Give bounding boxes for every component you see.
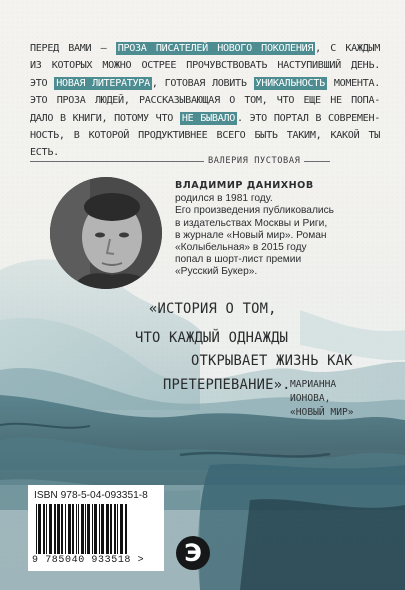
barcode-bar	[101, 504, 104, 554]
highlight-new-literature: НОВАЯ ЛИТЕРАТУРА	[56, 77, 150, 89]
barcode-bar	[38, 504, 41, 554]
bio-line: «Русский Букер».	[175, 266, 258, 278]
blurb-line-5: ДАЛО В КНИГИ, ПОТОМУ ЧТО НЕ БЫВАЛО . ЭТО ПОРТАЛ В СОВРЕМЕН-	[30, 112, 380, 124]
blurb-line-4: ЭТО ПРОЗА ЛЮДЕЙ, РАССКАЗЫВАЮЩАЯ О ТОМ, ЧТО ЕЩЕ НЕ ПОПА-	[30, 95, 380, 107]
attribution-line: «НОВЫЙ МИР»	[290, 407, 354, 418]
barcode-bar	[65, 504, 66, 554]
barcode-bar	[36, 504, 37, 554]
review-blurb	[30, 40, 380, 162]
bio-line: родился в 1981 году.	[175, 193, 273, 205]
author-bio	[175, 180, 390, 279]
barcode-bar	[120, 504, 123, 554]
isbn-barcode	[28, 485, 164, 571]
attribution-line: ИОНОВА,	[290, 393, 331, 404]
highlight-never-been: НЕ БЫВАЛО	[181, 112, 235, 124]
quote-line-4: ПРЕТЕРПЕВАНИЕ».	[163, 377, 291, 393]
barcode-bar	[99, 504, 100, 554]
barcode-bar	[117, 504, 118, 554]
highlight-new-generation: ПРОЗА ПИСАТЕЛЕЙ НОВОГО ПОКОЛЕНИЯ	[117, 43, 314, 54]
barcode-bar	[68, 504, 71, 554]
barcode-bar	[61, 504, 63, 554]
blurb-line-6: НОСТЬ, В КОТОРОЙ ПРОДУКТИВНЕЕ ВСЕГО БЫТЬ ТАКИМ, КАКОЙ ТЫ ЕСТЬ.	[30, 130, 380, 159]
quote-attribution	[290, 378, 390, 420]
bio-line: в издательствах Москвы и Риги,	[175, 217, 328, 229]
barcode-bar	[125, 504, 127, 554]
barcode-bar	[94, 504, 97, 554]
quote-line-3: ОТКРЫВАЕТ ЖИЗНЬ КАК	[191, 353, 353, 369]
bio-line: Его произведения публиковались	[175, 205, 334, 217]
bio-line: в журнале «Новый мир». Роман	[175, 229, 327, 241]
barcode-bar	[114, 504, 116, 554]
barcode-bar	[87, 504, 90, 554]
isbn-number: ISBN 978-5-04-093351-8	[34, 490, 148, 501]
blurb-line-3: ЭТО НОВАЯ ЛИТЕРАТУРА , ГОТОВАЯ ЛОВИТЬ УНИКАЛЬНОСТЬ МОМЕНТА.	[30, 77, 381, 89]
barcode-bar	[43, 504, 45, 554]
barcode-bar	[78, 504, 79, 554]
publisher-logo-icon: Э	[176, 536, 210, 570]
barcode-bar	[81, 504, 84, 554]
barcode-bar	[49, 504, 52, 554]
author-photo-illustration	[50, 177, 162, 289]
barcode-bar	[46, 504, 47, 554]
barcode-bar	[110, 504, 112, 554]
barcode-bar	[54, 504, 56, 554]
quote-line-2: ЧТО КАЖДЫЙ ОДНАЖДЫ	[135, 330, 289, 346]
bio-line: попал в шорт-лист премии	[175, 254, 302, 266]
barcode-bar	[106, 504, 109, 554]
highlight-uniqueness: УНИКАЛЬНОСТЬ	[255, 77, 325, 89]
bio-line: «Колыбельная» в 2015 году	[175, 242, 307, 254]
author-portrait	[50, 177, 162, 289]
barcode-bar	[76, 504, 77, 554]
barcode-bar	[72, 504, 74, 554]
author-name: ВЛАДИМИР ДАНИХНОВ	[175, 180, 314, 191]
barcode-bar	[85, 504, 86, 554]
reviewer-name: ВАЛЕРИЯ ПУСТОВАЯ	[204, 156, 304, 166]
blurb-line-1: ПЕРЕД ВАМИ – ПРОЗА ПИСАТЕЛЕЙ НОВОГО ПОКОЛЕНИЯ , С КАЖДЫМ	[30, 43, 380, 54]
attribution-line: МАРИАННА	[290, 379, 337, 390]
quote-line-1: «ИСТОРИЯ О ТОМ,	[149, 301, 277, 317]
blurb-line-2: ИЗ КОТОРЫХ МОЖНО ОСТРЕЕ ПРОЧУВСТВОВАТЬ НАСТУПИВШИЙ ДЕНЬ.	[30, 60, 380, 72]
barcode-bar	[92, 504, 93, 554]
barcode-digits: 9 785040 933518 >	[32, 555, 145, 566]
barcode-bar	[57, 504, 60, 554]
